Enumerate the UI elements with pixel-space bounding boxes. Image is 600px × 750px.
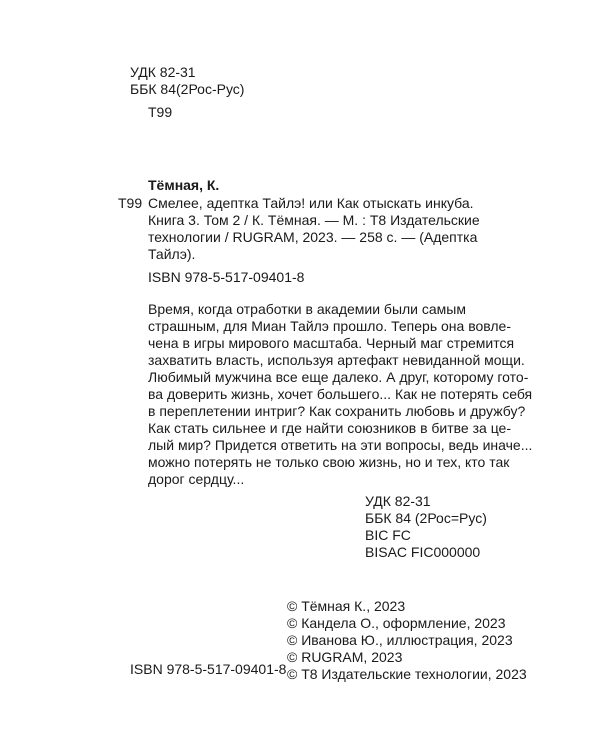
copyright-line: © Тёмная К., 2023 [287,598,406,614]
isbn-top: ISBN 978-5-517-09401-8 [148,269,305,285]
author-sign-top: Т99 [148,104,173,120]
classification-line: BIC FC [365,527,411,543]
annotation-line: захватить власть, используя артефакт невиданной мощи. [148,352,525,368]
isbn-bottom: ISBN 978-5-517-09401-8 [130,661,287,677]
copyright-notices [287,598,527,683]
bib-line: Книга 3. Том 2 / К. Тёмная. — М. : Т8 Издательские [148,212,480,228]
annotation-line: ва доверить жизнь, хочет большего... Как не потерять себя [148,386,533,402]
copyright-line: © Иванова Ю., иллюстрация, 2023 [287,632,513,648]
annotation-line: чена в игры мирового масштаба. Черный маг стремится [148,335,515,351]
classification-codes [365,493,487,561]
bib-line: Тайлэ). [148,246,196,262]
bibliographic-description [148,195,484,263]
annotation-line: Как стать сильнее и где найти союзников в битве за це- [148,420,512,436]
copyright-line: © Т8 Издательские технологии, 2023 [287,666,527,682]
annotation [148,301,533,488]
annotation-line: лый мир? Придется ответить на эти вопросы, ведь иначе... [148,437,533,453]
annotation-line: дорог сердцу... [148,471,245,487]
classification-line: ББК 84 (2Рос=Рус) [365,510,487,526]
annotation-line: в переплетении интриг? Как сохранить любовь и дружбу? [148,403,526,419]
udk-code: УДК 82-31 [130,64,196,80]
udk-bbk-header [130,64,244,98]
bbk-code: ББК 84(2Рос-Рус) [130,81,245,97]
copyright-line: © Кандела О., оформление, 2023 [287,615,506,631]
bib-line: Смелее, адептка Тайлэ! или Как отыскать инкуба. [148,195,474,211]
annotation-line: страшным, для Миан Тайлэ прошло. Теперь она вовле- [148,318,512,334]
author-sign-left: Т99 [118,195,143,211]
annotation-line: Время, когда отработки в академии были самым [148,301,466,317]
author-name: Тёмная, К. [148,177,220,193]
annotation-line: можно потерять не только свою жизнь, но и тех, кто так [148,454,510,470]
copyright-line: © RUGRAM, 2023 [287,649,403,665]
classification-line: УДК 82-31 [365,493,431,509]
classification-line: BISAC FIC000000 [365,544,481,560]
bib-line: технологии / RUGRAM, 2023. — 258 с. — (Адептка [148,229,478,245]
annotation-line: Любимый мужчина все еще далеко. А друг, которому гото- [148,369,529,385]
